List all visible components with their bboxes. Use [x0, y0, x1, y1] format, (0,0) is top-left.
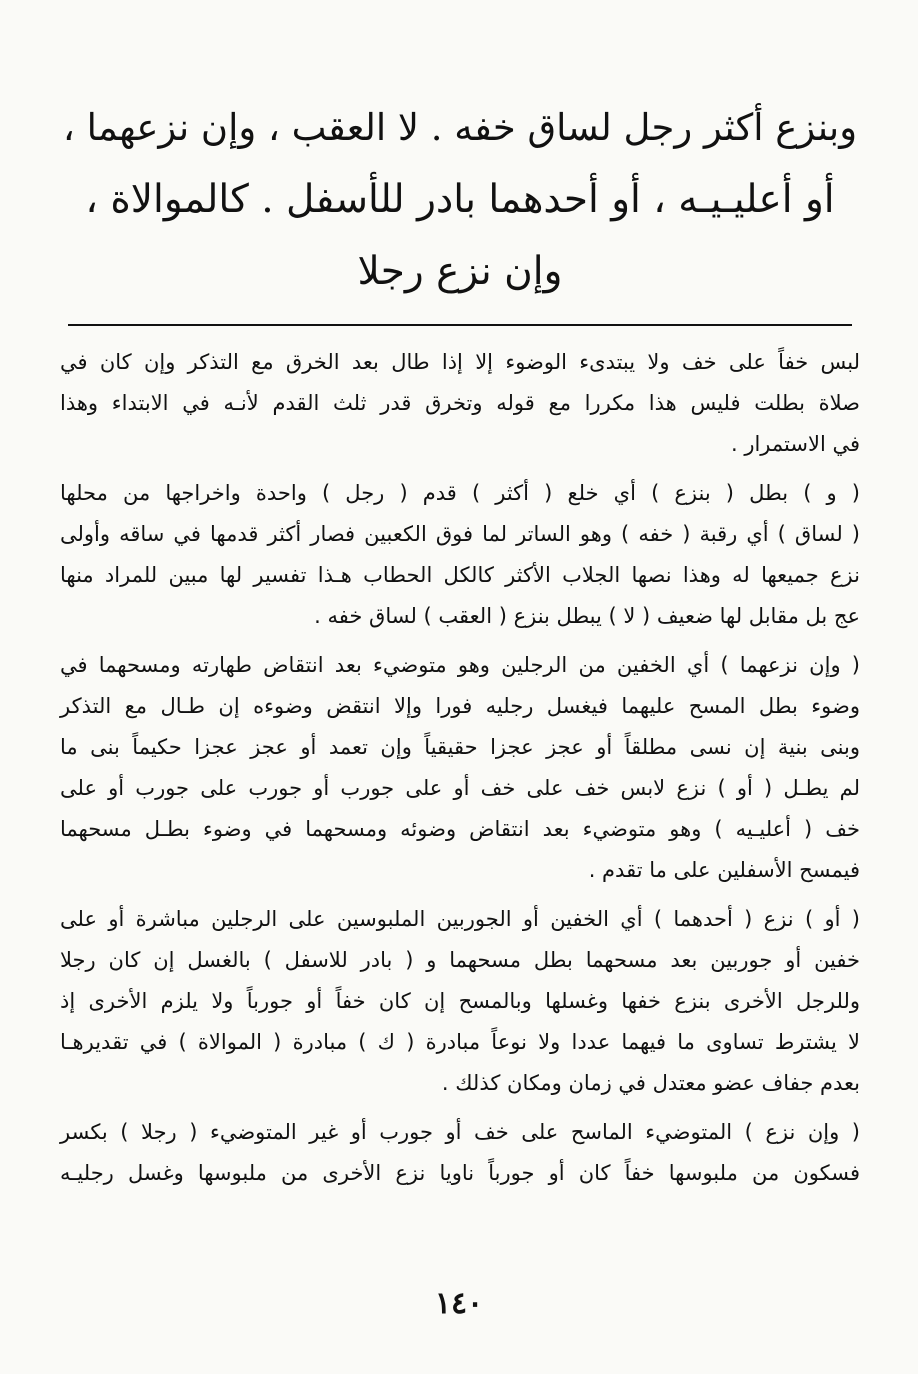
page-number: ١٤٠ — [434, 1286, 484, 1321]
commentary-line: ( وإن نزع ) المتوضيء الماسح على خف أو جورب أو غير المتوضيء ( رجلا ) بكسر — [60, 1120, 860, 1144]
commentary-line: ( لساق ) أي رقبة ( خفه ) وهو الساتر لما فوق الكعبين فصار أكثر قدمها في ساقه وأولى — [60, 522, 860, 546]
separator-rule — [68, 324, 852, 326]
commentary-paragraph — [60, 645, 860, 891]
matn-text-block — [60, 92, 860, 308]
matn-line: وإن نزع رجلا — [357, 249, 563, 294]
commentary-line: وللرجل الأخرى بنزع خفها وغسلها وبالمسح إن كان خفاً أو جورباً ولا يلزم الأخرى إذ — [60, 989, 860, 1013]
matn-line: وبنزع أكثر رجل لساق خفه . لا العقب ، وإن نزعهما ، — [62, 106, 858, 149]
commentary-paragraph — [60, 899, 860, 1104]
commentary-line: خف ( أعليـيه ) وهو متوضيء بعد انتقاض وضوئه ومسحهما في وضوء بطـل مسحهما — [60, 817, 860, 841]
commentary-line: لبس خفاً على خف ولا يبتدىء الوضوء إلا إذا طال بعد الخرق مع التذكر وإن كان في — [60, 350, 860, 374]
commentary-line: ( أو ) نزع ( أحدهما ) أي الخفين أو الجوربين الملبوسين على الرجلين مباشرة أو على — [60, 907, 860, 931]
commentary-paragraph — [60, 342, 860, 465]
commentary-line: خفين أو جوربين بعد مسحهما بطل مسحهما و ( بادر للاسفل ) بالغسل إن كان رجلا — [60, 948, 860, 972]
commentary-paragraph — [60, 473, 860, 637]
commentary-line: ( و ) بطل ( بنزع ) أي خلع ( أكثر ) قدم ( رجل ) واحدة واخراجها من محلها — [60, 481, 860, 505]
commentary-line: عج بل مقابل لها ضعيف ( لا ) يبطل بنزع ( العقب ) لساق خفه . — [314, 604, 860, 628]
commentary-line: لا يشترط تساوى ما فيهما عددا ولا نوعاً مبادرة ( ك ) مبادرة ( الموالاة ) في تقديرهـا — [60, 1030, 860, 1054]
commentary-text-block — [60, 342, 860, 1202]
commentary-line: في الاستمرار . — [730, 432, 860, 456]
commentary-line: نزع جميعها له وهذا نصها الجلاب الأكثر كالكل الحطاب هـذا تفسير لها مبين للمراد منها — [60, 563, 860, 587]
commentary-line: بعدم جفاف عضو معتدل في زمان ومكان كذلك . — [441, 1071, 860, 1095]
commentary-line: ( وإن نزعهما ) أي الخفين من الرجلين وهو متوضيء بعد انتقاض طهارته ومسحهما في — [60, 653, 860, 677]
matn-line: أو أعليـيـه ، أو أحدهما بادر للأسفل . كالموالاة ، — [85, 177, 835, 222]
commentary-line: فسكون من ملبوسها خفاً كان أو جورباً ناويا نزع الأخرى من ملبوسها وغسل رجليـه — [60, 1161, 860, 1185]
commentary-line: وبنى بنية إن نسى مطلقاً أو عجز عجزا حقيقياً وإن تعمد أو عجز عجزا حكيماً بنى ما — [60, 735, 860, 759]
commentary-line: لم يطـل ( أو ) نزع لابس خف على خف أو على جورب أو جورب على جورب أو على — [60, 776, 860, 800]
commentary-line: صلاة بطلت فليس هذا مكررا مع قوله وتخرق قدر ثلث القدم لأنـه في الابتداء وهذا — [60, 391, 860, 415]
commentary-line: وضوء بطل المسح عليهما فيغسل رجليه فورا وإلا انتقض وضوءه إن طـال مع التذكر — [60, 694, 860, 718]
commentary-paragraph — [60, 1112, 860, 1194]
commentary-line: فيمسح الأسفلين على ما تقدم . — [588, 858, 860, 882]
